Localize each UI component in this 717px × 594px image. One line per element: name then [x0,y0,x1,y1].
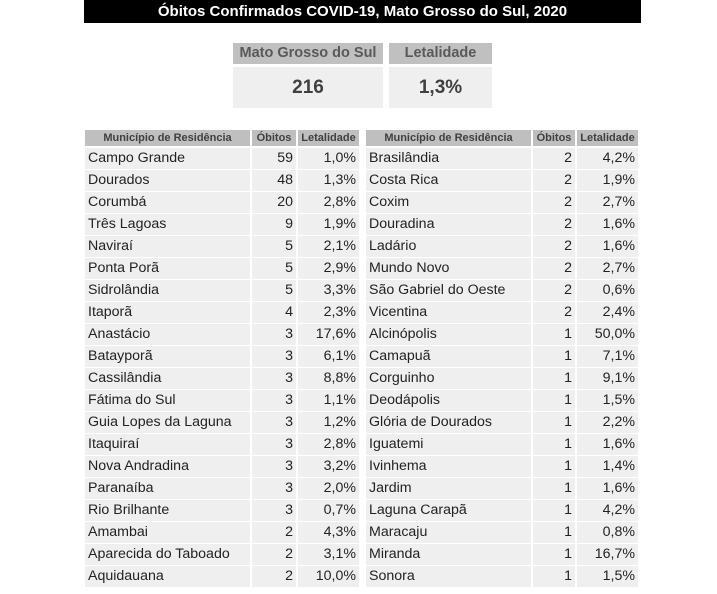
table-row [85,257,359,279]
deaths-cell: 2 [252,543,298,565]
table-row [85,301,359,323]
lethality-cell: 1,9% [298,213,359,235]
municipality-cell: Corumbá [85,191,252,213]
lethality-cell: 0,6% [577,279,638,301]
municipality-cell: Cassilândia [85,367,252,389]
lethality-cell: 2,9% [298,257,359,279]
deaths-cell: 1 [533,433,577,455]
state-lethality-value: 1,3% [389,67,492,108]
municipality-cell: Ponta Porã [85,257,252,279]
municipality-cell: Aquidauana [85,565,252,587]
municipality-cell: Paranaíba [85,477,252,499]
deaths-cell: 3 [252,477,298,499]
municipality-cell: Itaporã [85,301,252,323]
municipality-cell: Sidrolândia [85,279,252,301]
municipality-cell: Camapuã [366,345,533,367]
deaths-cell: 3 [252,345,298,367]
table-row [366,411,638,433]
deaths-cell: 1 [533,389,577,411]
lethality-cell: 1,6% [577,235,638,257]
table-row [366,146,638,169]
lethality-cell: 8,8% [298,367,359,389]
lethality-cell: 1,3% [298,169,359,191]
municipality-cell: Mundo Novo [366,257,533,279]
table-row [366,301,638,323]
lethality-cell: 1,6% [577,477,638,499]
lethality-cell: 4,2% [577,146,638,169]
deaths-cell: 1 [533,323,577,345]
municipality-cell: Itaquiraí [85,433,252,455]
municipality-cell: Três Lagoas [85,213,252,235]
table-row [366,279,638,301]
deaths-cell: 2 [533,301,577,323]
lethality-cell: 3,3% [298,279,359,301]
municipality-cell: Coxim [366,191,533,213]
lethality-cell: 4,2% [577,499,638,521]
table-row [85,521,359,543]
municipality-cell: Deodápolis [366,389,533,411]
lethality-cell: 1,0% [298,146,359,169]
table-row [366,543,638,565]
lethality-cell: 2,0% [298,477,359,499]
table-row [85,367,359,389]
municipality-cell: Maracaju [366,521,533,543]
table-row [366,389,638,411]
deaths-cell: 1 [533,521,577,543]
table-row [85,543,359,565]
municipality-cell: Jardim [366,477,533,499]
deaths-cell: 2 [533,213,577,235]
lethality-cell: 9,1% [577,367,638,389]
deaths-cell: 3 [252,433,298,455]
table-row [366,169,638,191]
municipality-cell: Ivinhema [366,455,533,477]
table-row [85,565,359,587]
table-row [366,345,638,367]
table-row [366,257,638,279]
deaths-cell: 59 [252,146,298,169]
table-row [366,367,638,389]
deaths-cell: 2 [533,191,577,213]
table-row [366,323,638,345]
lethality-cell: 6,1% [298,345,359,367]
lethality-cell: 7,1% [577,345,638,367]
table-row [85,499,359,521]
left-municipality-table [85,130,359,587]
table-row [366,191,638,213]
header-municipality: Município de Residência [85,130,252,146]
deaths-cell: 1 [533,477,577,499]
municipality-cell: Aparecida do Taboado [85,543,252,565]
deaths-cell: 1 [533,411,577,433]
deaths-cell: 48 [252,169,298,191]
deaths-cell: 1 [533,455,577,477]
deaths-cell: 2 [252,521,298,543]
table-row [366,455,638,477]
lethality-cell: 4,3% [298,521,359,543]
municipality-cell: Guia Lopes da Laguna [85,411,252,433]
deaths-cell: 2 [533,169,577,191]
deaths-cell: 1 [533,367,577,389]
municipality-cell: Laguna Carapã [366,499,533,521]
deaths-cell: 3 [252,455,298,477]
header-lethality: Letalidade [577,130,638,146]
table-row [85,455,359,477]
deaths-cell: 3 [252,323,298,345]
municipality-cell: Miranda [366,543,533,565]
header-municipality: Município de Residência [366,130,533,146]
deaths-cell: 1 [533,543,577,565]
municipality-cell: Rio Brilhante [85,499,252,521]
lethality-cell: 1,9% [577,169,638,191]
table-row [366,213,638,235]
deaths-cell: 2 [533,279,577,301]
table-row [366,235,638,257]
state-label: Mato Grosso do Sul [233,43,383,64]
municipality-cell: Dourados [85,169,252,191]
deaths-cell: 2 [533,235,577,257]
deaths-cell: 3 [252,411,298,433]
lethality-cell: 1,1% [298,389,359,411]
lethality-cell: 16,7% [577,543,638,565]
deaths-cell: 3 [252,367,298,389]
lethality-cell: 2,2% [577,411,638,433]
lethality-cell: 1,2% [298,411,359,433]
table-row [85,146,359,169]
table-row [85,345,359,367]
lethality-cell: 10,0% [298,565,359,587]
header-lethality: Letalidade [298,130,359,146]
state-deaths-value: 216 [233,67,383,108]
right-municipality-table [366,130,638,587]
table-row [85,213,359,235]
lethality-cell: 2,4% [577,301,638,323]
table-row [85,323,359,345]
lethality-cell: 2,7% [577,257,638,279]
lethality-cell: 1,4% [577,455,638,477]
header-deaths: Óbitos [252,130,298,146]
page-title: Óbitos Confirmados COVID-19, Mato Grosso do Sul, 2020 [84,0,641,23]
deaths-cell: 2 [252,565,298,587]
municipality-cell: Batayporã [85,345,252,367]
municipality-cell: Vicentina [366,301,533,323]
table-row [85,389,359,411]
municipality-cell: São Gabriel do Oeste [366,279,533,301]
lethality-cell: 2,8% [298,191,359,213]
table-row [366,433,638,455]
table-header-row [366,130,638,146]
lethality-label: Letalidade [389,43,492,64]
table-row [85,279,359,301]
municipality-cell: Sonora [366,565,533,587]
table-row [85,433,359,455]
deaths-cell: 1 [533,345,577,367]
municipality-cell: Ladário [366,235,533,257]
deaths-cell: 5 [252,257,298,279]
lethality-cell: 2,7% [577,191,638,213]
lethality-cell: 2,8% [298,433,359,455]
deaths-cell: 9 [252,213,298,235]
lethality-cell: 2,3% [298,301,359,323]
table-row [85,411,359,433]
lethality-cell: 0,7% [298,499,359,521]
lethality-cell: 1,5% [577,389,638,411]
municipality-cell: Fátima do Sul [85,389,252,411]
municipality-cell: Iguatemi [366,433,533,455]
table-row [85,169,359,191]
table-row [366,521,638,543]
table-row [85,477,359,499]
deaths-cell: 2 [533,146,577,169]
municipality-cell: Campo Grande [85,146,252,169]
deaths-cell: 3 [252,499,298,521]
deaths-cell: 5 [252,235,298,257]
table-row [366,477,638,499]
table-row [85,191,359,213]
deaths-cell: 20 [252,191,298,213]
municipality-cell: Alcinópolis [366,323,533,345]
municipality-cell: Douradina [366,213,533,235]
lethality-cell: 1,6% [577,433,638,455]
municipality-cell: Amambai [85,521,252,543]
lethality-cell: 1,6% [577,213,638,235]
municipality-cell: Naviraí [85,235,252,257]
lethality-cell: 3,2% [298,455,359,477]
lethality-cell: 1,5% [577,565,638,587]
deaths-cell: 5 [252,279,298,301]
municipality-cell: Brasilândia [366,146,533,169]
table-row [366,499,638,521]
deaths-cell: 4 [252,301,298,323]
lethality-cell: 50,0% [577,323,638,345]
municipality-cell: Costa Rica [366,169,533,191]
table-row [85,235,359,257]
deaths-cell: 1 [533,565,577,587]
municipality-cell: Glória de Dourados [366,411,533,433]
deaths-cell: 1 [533,499,577,521]
lethality-cell: 0,8% [577,521,638,543]
deaths-cell: 3 [252,389,298,411]
table-row [366,565,638,587]
header-deaths: Óbitos [533,130,577,146]
municipality-cell: Nova Andradina [85,455,252,477]
municipality-cell: Anastácio [85,323,252,345]
lethality-cell: 17,6% [298,323,359,345]
lethality-cell: 3,1% [298,543,359,565]
table-header-row [85,130,359,146]
municipality-cell: Corguinho [366,367,533,389]
lethality-cell: 2,1% [298,235,359,257]
deaths-cell: 2 [533,257,577,279]
